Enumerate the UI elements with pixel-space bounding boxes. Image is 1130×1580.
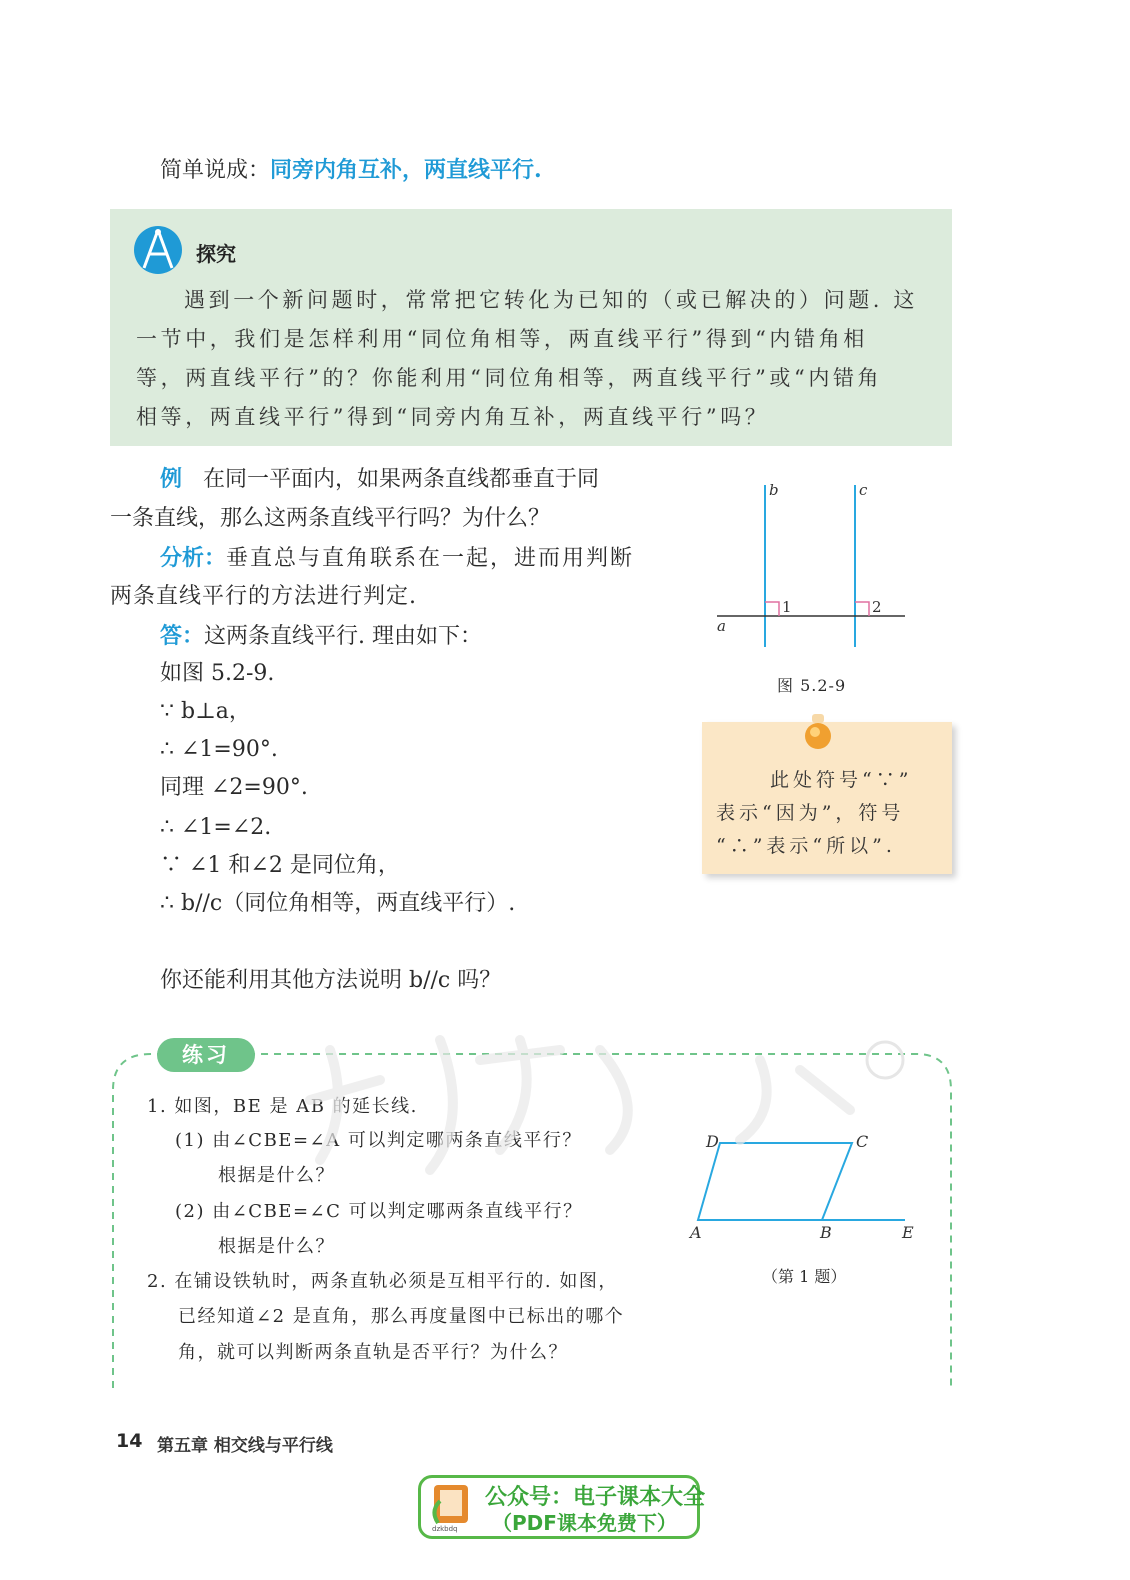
tip-line: 此处符号“∵” bbox=[770, 769, 913, 791]
explore-text-line: 一节中，我们是怎样利用“同位角相等，两直线平行”得到“内错角相 bbox=[136, 327, 868, 351]
proof-step: ∴ b//c（同位角相等，两直线平行）. bbox=[160, 891, 516, 916]
practice-item: 角，就可以判断两条直轨是否平行？为什么？ bbox=[178, 1342, 568, 1363]
practice-tab: 练习 bbox=[157, 1038, 255, 1072]
label-B: B bbox=[820, 1223, 832, 1242]
example-label: 例 bbox=[160, 466, 183, 492]
figure-caption: 图 5.2-9 bbox=[777, 676, 847, 695]
summary-line bbox=[160, 156, 542, 185]
label-a: a bbox=[717, 617, 726, 635]
tip-line: “∴”表示“所以”. bbox=[716, 835, 896, 857]
label-b: b bbox=[769, 481, 779, 499]
summary-prefix: 简单说成： bbox=[160, 158, 271, 183]
badge-line2: （PDF课本免费下） bbox=[492, 1511, 677, 1535]
practice-item: (2) 由∠CBE=∠C 可以判定哪两条直线平行？ bbox=[175, 1201, 583, 1222]
practice-item: (1) 由∠CBE=∠A 可以判定哪两条直线平行？ bbox=[175, 1130, 582, 1151]
example-question-line2: 一条直线，那么这两条直线平行吗？为什么？ bbox=[110, 506, 551, 531]
analysis bbox=[160, 544, 634, 573]
followup-question: 你还能利用其他方法说明 b//c 吗？ bbox=[160, 968, 502, 993]
page-number: 14 bbox=[116, 1430, 143, 1452]
tip-line: 表示“因为”，符号 bbox=[716, 802, 905, 824]
example-question bbox=[160, 465, 599, 494]
label-D: D bbox=[706, 1132, 719, 1151]
proof-step: ∵ b⊥a， bbox=[160, 699, 251, 724]
explore-text-line: 相等，两直线平行”得到“同旁内角互补，两直线平行”吗？ bbox=[136, 405, 770, 429]
analysis-label: 分析： bbox=[160, 545, 227, 571]
proof-step: ∵ ∠1 和∠2 是同位角， bbox=[160, 853, 400, 878]
label-angle1: 1 bbox=[782, 598, 792, 616]
proof-step: 同理 ∠2=90°. bbox=[160, 775, 308, 800]
answer-label: 答： bbox=[160, 623, 205, 649]
analysis-line1: 垂直总与直角联系在一起，进而用判断 bbox=[226, 546, 635, 571]
figure-parallel-lines bbox=[705, 475, 915, 655]
proof-step: ∴ ∠1=∠2. bbox=[160, 815, 272, 840]
book-icon bbox=[428, 1481, 480, 1533]
explore-text-line: 等，两直线平行”的？你能利用“同位角相等，两直线平行”或“内错角 bbox=[136, 366, 883, 390]
practice-item: 已经知道∠2 是直角，那么再度量图中已标出的哪个 bbox=[178, 1306, 625, 1327]
practice-figure-caption: （第 1 题） bbox=[762, 1267, 847, 1286]
explore-title: 探究 bbox=[196, 242, 236, 266]
proof-step: ∴ ∠1=90°. bbox=[160, 737, 278, 762]
practice-item: 2. 在铺设铁轨时，两条直轨必须是互相平行的. 如图， bbox=[147, 1271, 618, 1292]
label-angle2: 2 bbox=[872, 598, 882, 616]
label-E: E bbox=[902, 1223, 914, 1242]
explore-text-line: 遇到一个新问题时，常常把它转化为已知的（或已解决的）问题. 这 bbox=[184, 288, 918, 312]
label-C: C bbox=[856, 1132, 869, 1151]
practice-item: 根据是什么？ bbox=[218, 1165, 335, 1186]
practice-item: 1. 如图，BE 是 AB 的延长线. bbox=[147, 1096, 418, 1117]
analysis-line2: 两条直线平行的方法进行判定. bbox=[110, 584, 417, 609]
pushpin-icon bbox=[800, 712, 840, 756]
compass-icon bbox=[132, 224, 188, 276]
practice-item: 根据是什么？ bbox=[218, 1236, 335, 1257]
label-A: A bbox=[690, 1223, 702, 1242]
label-c: c bbox=[859, 481, 868, 499]
summary-highlight: 同旁内角互补，两直线平行. bbox=[270, 157, 542, 183]
chapter-title: 第五章 相交线与平行线 bbox=[157, 1436, 333, 1456]
answer-text: 这两条直线平行. 理由如下： bbox=[204, 624, 483, 649]
example-question-line1: 在同一平面内，如果两条直线都垂直于同 bbox=[203, 467, 600, 492]
figure-parallelogram bbox=[680, 1125, 920, 1255]
badge-line1: 公众号：电子课本大全 bbox=[485, 1485, 706, 1510]
answer bbox=[160, 622, 482, 651]
proof-step: 如图 5.2-9. bbox=[160, 661, 275, 686]
badge-icon-text: dzkbdq bbox=[432, 1525, 458, 1533]
